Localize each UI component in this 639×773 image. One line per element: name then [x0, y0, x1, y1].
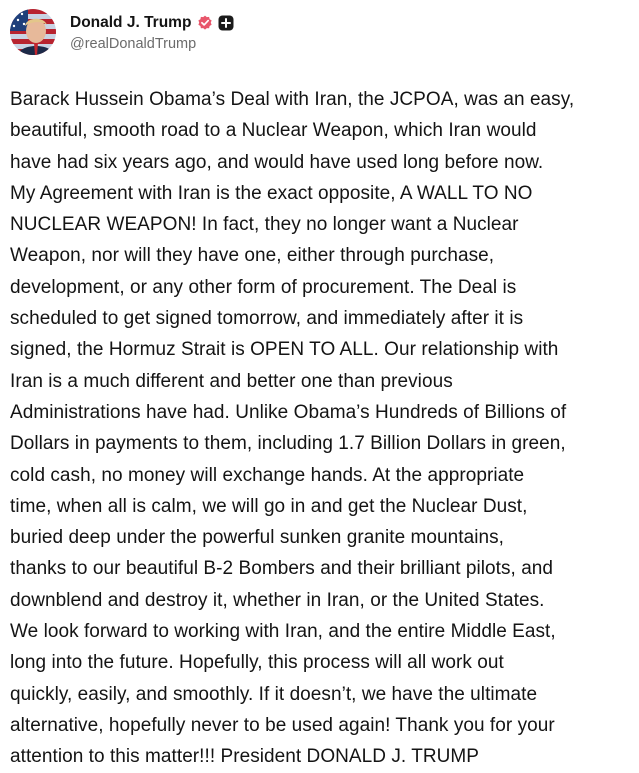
- author-display-name[interactable]: Donald J. Trump: [70, 14, 192, 31]
- author-meta: [70, 12, 234, 52]
- post-header: [10, 6, 234, 58]
- avatar[interactable]: [10, 9, 56, 55]
- name-row: [70, 12, 234, 34]
- verified-badge-icon: [197, 15, 213, 31]
- avatar-image: [10, 9, 56, 55]
- plus-badge-icon: [218, 15, 234, 31]
- author-handle[interactable]: @realDonaldTrump: [70, 36, 197, 52]
- post-text: Barack Hussein Obama’s Deal with Iran, the JCPOA, was an easy, beautiful, smooth road to a Nuclear Weapon, which Iran would have had six years ago, and would have used long before now. My Agreement with Iran is the exact opposite, A WALL TO NO NUCLEAR WEAPON! In fact, they no longer want a Nuclear Weapon, nor will they have one, either through purchase, development, or any other form of procurement. The Deal is scheduled to get signed tomorrow, and immediately after it is signed, the Hormuz Strait is OPEN TO ALL. Our relationship with Iran is a much different and better one than previous Administrations have had. Unlike Obama’s Hundreds of Billions of Dollars in payments to them, including 1.7 Billion Dollars in green, cold cash, no money will exchange hands. At the appropriate time, when all is calm, we will go in and get the Nuclear Dust, buried deep under the powerful sunken granite mountains, thanks to our beautiful B-2 Bombers and their brilliant pilots, and downblend and destroy it, whether in Iran, or the United States. We look forward to working with Iran, and the entire Middle East, long into the future. Hopefully, this process will all work out quickly, easily, and smoothly. If it doesn’t, we have the ultimate alternative, hopefully never to be used again! Thank you for your attention to this matter!!! President DONALD J. TRUMP: [10, 89, 575, 768]
